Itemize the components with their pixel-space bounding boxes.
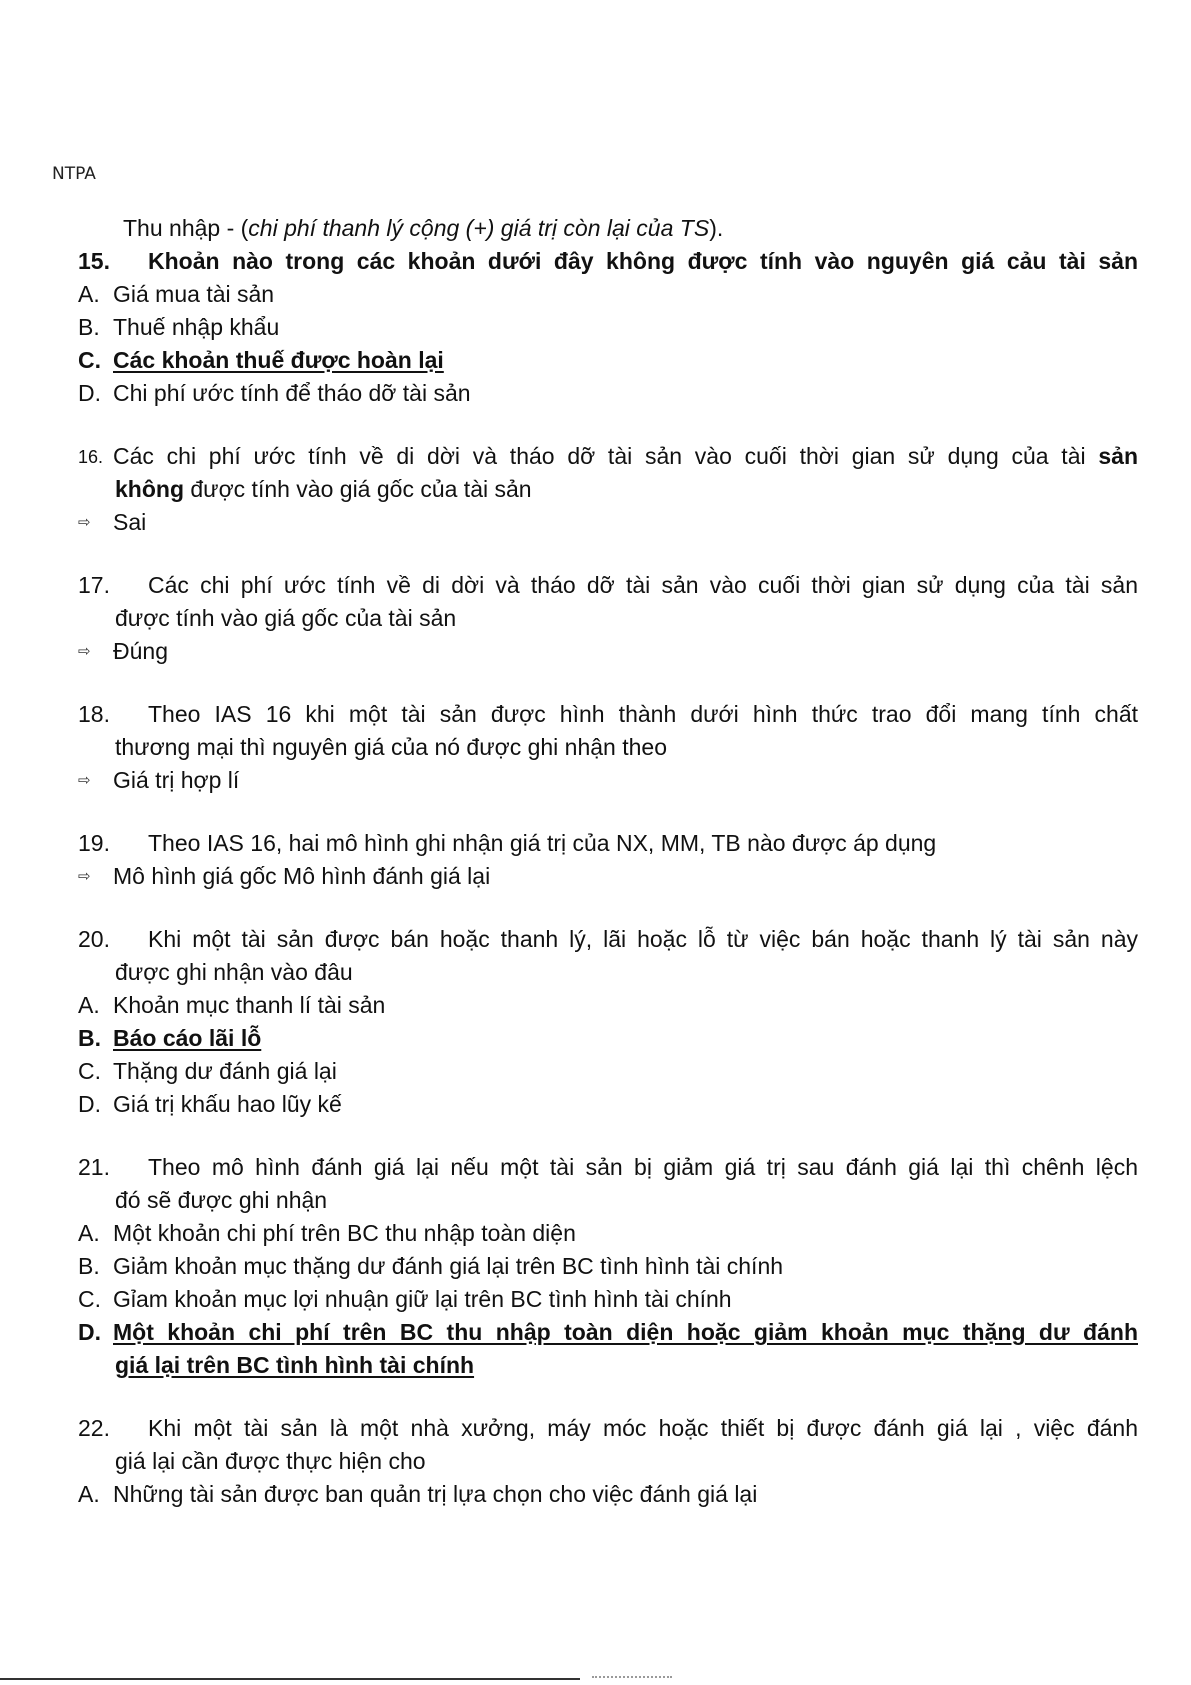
question-text: Các chi phí ước tính về di dời và tháo dỡ tài sản vào cuối thời gian sử dụng của tài sản [148, 572, 1138, 598]
answer-18 [78, 764, 1138, 797]
question-text: Theo IAS 16 khi một tài sản được hình thành dưới hình thức trao đổi mang tính chất [148, 701, 1138, 727]
option-label: B. [78, 314, 100, 340]
option-text: Thặng dư đánh giá lại [113, 1058, 337, 1084]
option-text: Gỉam khoản mục lợi nhuận giữ lại trên BC tình hình tài chính [113, 1286, 732, 1312]
arrow-icon: ⇨ [78, 772, 91, 789]
question-17-cont: được tính vào giá gốc của tài sản [115, 605, 457, 631]
question-20-cont: được ghi nhận vào đâu [115, 959, 353, 985]
question-22-cont: giá lại cần được thực hiện cho [115, 1448, 426, 1474]
option-text: Khoản mục thanh lí tài sản [113, 992, 386, 1018]
footer-divider [0, 1678, 580, 1680]
intro-italic: chi phí thanh lý cộng (+) giá trị còn lại của TS [248, 215, 710, 241]
option-20-a [78, 989, 1138, 1022]
option-label: B. [78, 1253, 100, 1279]
question-16-cont [78, 473, 1138, 506]
question-19 [78, 827, 1138, 860]
option-text: Giảm khoản mục thặng dư đánh giá lại trên BC tình hình tài chính [113, 1253, 784, 1279]
question-text [113, 440, 1138, 473]
option-22-a [78, 1478, 1138, 1511]
option-text: Giá trị khấu hao lũy kế [113, 1091, 342, 1117]
question-number: 16. [78, 447, 104, 467]
question-22 [78, 1412, 1138, 1445]
question-text-bold: không [115, 476, 184, 502]
question-text: Khoản nào trong các khoản dưới đây không được tính vào nguyên giá cảu tài sản [148, 248, 1138, 274]
question-number: 21. [78, 1154, 110, 1180]
option-text: Giá mua tài sản [113, 281, 275, 307]
intro-line [78, 212, 1138, 245]
answer-text: Mô hình giá gốc Mô hình đánh giá lại [113, 863, 491, 889]
intro-suffix: ). [709, 215, 724, 241]
answer-16 [78, 506, 1138, 539]
arrow-icon: ⇨ [78, 643, 91, 660]
option-label: A. [78, 1220, 100, 1246]
question-text-part: được tính vào giá gốc của tài sản [184, 476, 532, 502]
option-label: A. [78, 1481, 100, 1507]
question-number: 19. [78, 830, 110, 856]
option-15-c-correct [78, 344, 1138, 377]
question-number: 20. [78, 926, 110, 952]
question-21 [78, 1151, 1138, 1184]
option-text: Một khoản chi phí trên BC thu nhập toàn diện [113, 1220, 576, 1246]
arrow-icon: ⇨ [78, 514, 91, 531]
option-text-cont: giá lại trên BC tình hình tài chính [115, 1352, 475, 1378]
question-number: 17. [78, 572, 110, 598]
option-text: Chi phí ước tính để tháo dỡ tài sản [113, 380, 471, 406]
option-label: D. [78, 380, 101, 406]
footer-dots [592, 1676, 672, 1682]
question-20 [78, 923, 1138, 956]
option-label: B. [78, 1025, 101, 1051]
option-21-b [78, 1250, 1138, 1283]
answer-17 [78, 635, 1138, 668]
question-17 [78, 569, 1138, 602]
option-label: D. [78, 1319, 101, 1345]
question-21-cont: đó sẽ được ghi nhận [115, 1187, 328, 1213]
option-20-b-correct [78, 1022, 1138, 1055]
option-21-a [78, 1217, 1138, 1250]
document-content [78, 212, 1138, 1511]
option-15-b [78, 311, 1138, 344]
option-21-c [78, 1283, 1138, 1316]
question-number: 22. [78, 1415, 110, 1441]
option-21-d-correct [78, 1316, 1138, 1349]
question-16 [78, 440, 1138, 473]
question-text-bold: sản [1098, 443, 1138, 469]
question-text: Theo mô hình đánh giá lại nếu một tài sản bị giảm giá trị sau đánh giá lại thì chênh lệch [148, 1154, 1138, 1180]
option-label: C. [78, 1058, 101, 1084]
question-text: Theo IAS 16, hai mô hình ghi nhận giá trị của NX, MM, TB nào được áp dụng [148, 830, 937, 856]
option-21-d-cont [78, 1349, 1138, 1382]
question-text: Khi một tài sản là một nhà xưởng, máy móc hoặc thiết bị được đánh giá lại , việc đánh [148, 1415, 1138, 1441]
question-text: Khi một tài sản được bán hoặc thanh lý, lãi hoặc lỗ từ việc bán hoặc thanh lý tài sản này [148, 926, 1138, 952]
option-text: Các khoản thuế được hoàn lại [113, 347, 444, 373]
question-number: 15. [78, 248, 110, 274]
option-label: C. [78, 347, 101, 373]
option-text: Báo cáo lãi lỗ [113, 1025, 262, 1051]
question-number: 18. [78, 701, 110, 727]
answer-text: Sai [113, 509, 147, 535]
answer-text: Đúng [113, 638, 168, 664]
option-20-c [78, 1055, 1138, 1088]
question-18 [78, 698, 1138, 731]
question-text-part: Các chi phí ước tính về di dời và tháo dỡ tài sản vào cuối thời gian sử dụng của tài [113, 443, 1099, 469]
option-label: C. [78, 1286, 101, 1312]
option-label: A. [78, 992, 100, 1018]
option-label: D. [78, 1091, 101, 1117]
option-20-d [78, 1088, 1138, 1121]
answer-text: Giá trị hợp lí [113, 767, 240, 793]
intro-prefix: Thu nhập - ( [123, 215, 249, 241]
option-text: Một khoản chi phí trên BC thu nhập toàn diện hoặc giảm khoản mục thặng dư đánh [113, 1319, 1138, 1345]
header-tag: NTPA [52, 164, 96, 184]
option-15-d [78, 377, 1138, 410]
arrow-icon: ⇨ [78, 868, 91, 885]
option-text: Những tài sản được ban quản trị lựa chọn cho việc đánh giá lại [113, 1481, 758, 1507]
option-label: A. [78, 281, 100, 307]
option-text: Thuế nhập khẩu [113, 314, 280, 340]
option-15-a [78, 278, 1138, 311]
answer-19 [78, 860, 1138, 893]
question-18-cont: thương mại thì nguyên giá của nó được ghi nhận theo [115, 734, 667, 760]
question-15 [78, 245, 1138, 278]
